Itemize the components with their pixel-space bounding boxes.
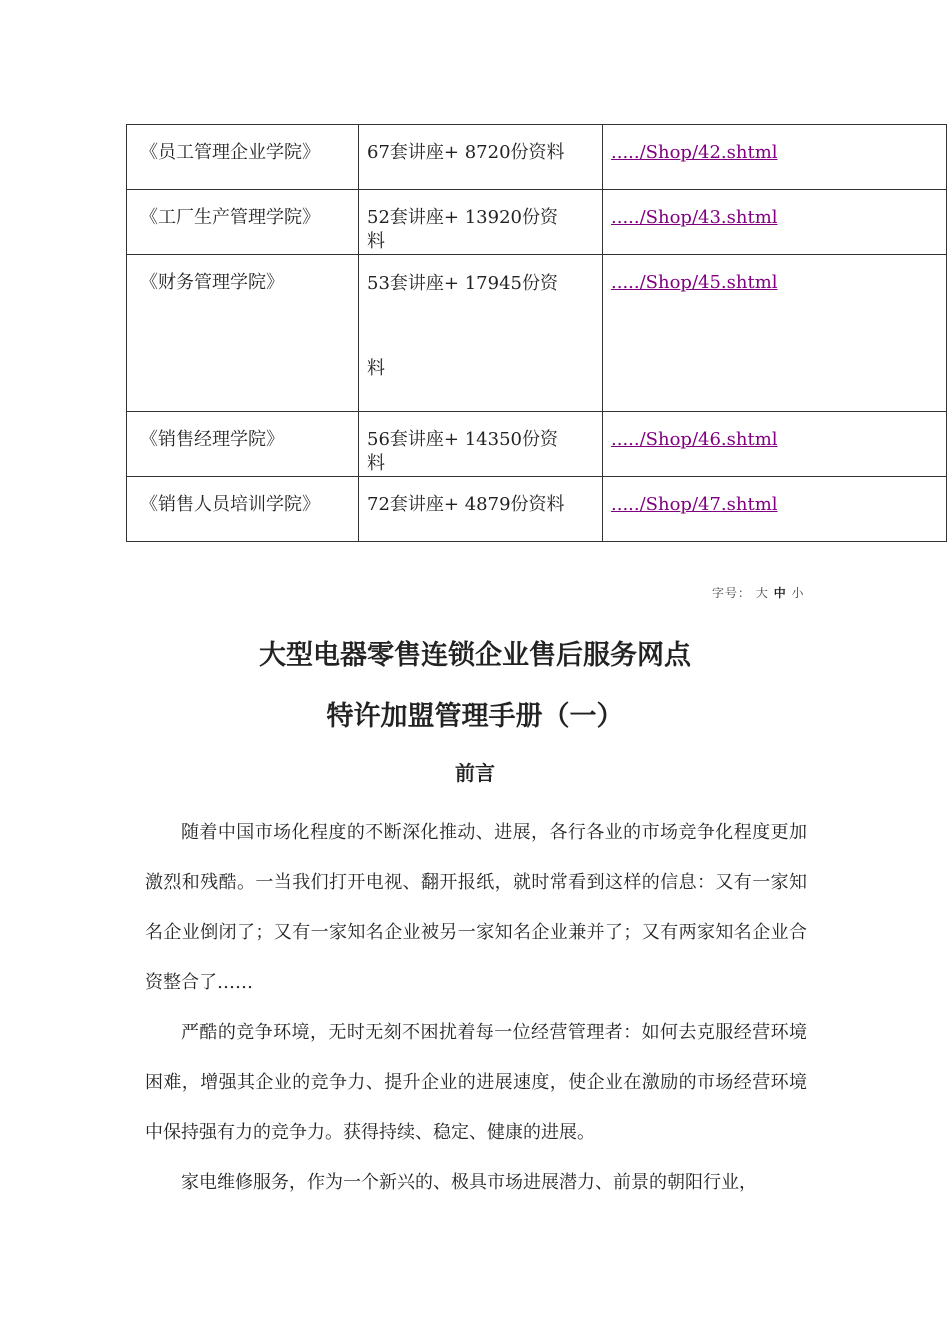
course-count: 72套讲座+ 4879份资料 <box>359 477 603 542</box>
font-size-label: 字号： <box>712 586 752 600</box>
shop-link[interactable]: ...../Shop/45.shtml <box>611 272 778 293</box>
course-link-cell <box>603 412 947 477</box>
course-link-cell <box>603 477 947 542</box>
course-link-cell <box>603 255 947 412</box>
paragraph: 家电维修服务，作为一个新兴的、极具市场进展潜力、前景的朝阳行业， <box>181 1172 757 1193</box>
document-body <box>145 808 807 1208</box>
table-row <box>127 255 947 412</box>
document-title-line2: 特许加盟管理手册（一） <box>326 701 624 732</box>
shop-link[interactable]: ...../Shop/43.shtml <box>611 207 778 228</box>
course-name: 《财务管理学院》 <box>127 255 359 412</box>
course-catalog-table <box>126 124 947 542</box>
shop-link[interactable]: ...../Shop/46.shtml <box>611 429 778 450</box>
font-size-selector <box>712 584 805 601</box>
table-row <box>127 125 947 190</box>
shop-link[interactable]: ...../Shop/47.shtml <box>611 494 778 515</box>
font-size-large-button[interactable]: 大 <box>755 586 769 600</box>
section-heading: 前言 <box>455 761 495 785</box>
course-count: 53套讲座+ 17945份资料 <box>359 255 603 412</box>
course-count: 52套讲座+ 13920份资料 <box>359 190 603 255</box>
font-size-small-button[interactable]: 小 <box>791 586 805 600</box>
course-name: 《工厂生产管理学院》 <box>127 190 359 255</box>
paragraph: 严酷的竞争环境，无时无刻不困扰着每一位经营管理者：如何去克服经营环境困难，增强其企业的竞争力、提升企业的进展速度，使企业在激励的市场经营环境中保持强有力的竞争力。获得持续、稳定、健康的进展。 <box>145 1022 807 1143</box>
font-size-medium-button[interactable]: 中 <box>773 586 787 600</box>
shop-link[interactable]: ...../Shop/42.shtml <box>611 142 778 163</box>
course-link-cell <box>603 125 947 190</box>
course-count: 67套讲座+ 8720份资料 <box>359 125 603 190</box>
course-count: 56套讲座+ 14350份资料 <box>359 412 603 477</box>
course-name: 《销售经理学院》 <box>127 412 359 477</box>
table-row <box>127 477 947 542</box>
table-row <box>127 412 947 477</box>
document-title-line1: 大型电器零售连锁企业售后服务网点 <box>259 640 691 671</box>
paragraph: 随着中国市场化程度的不断深化推动、进展，各行各业的市场竞争化程度更加激烈和残酷。一当我们打开电视、翻开报纸，就时常看到这样的信息：又有一家知名企业倒闭了；又有一家知名企业被另一家知名企业兼并了；又有两家知名企业合资整合了…… <box>145 822 807 993</box>
course-link-cell <box>603 190 947 255</box>
course-name: 《员工管理企业学院》 <box>127 125 359 190</box>
course-name: 《销售人员培训学院》 <box>127 477 359 542</box>
